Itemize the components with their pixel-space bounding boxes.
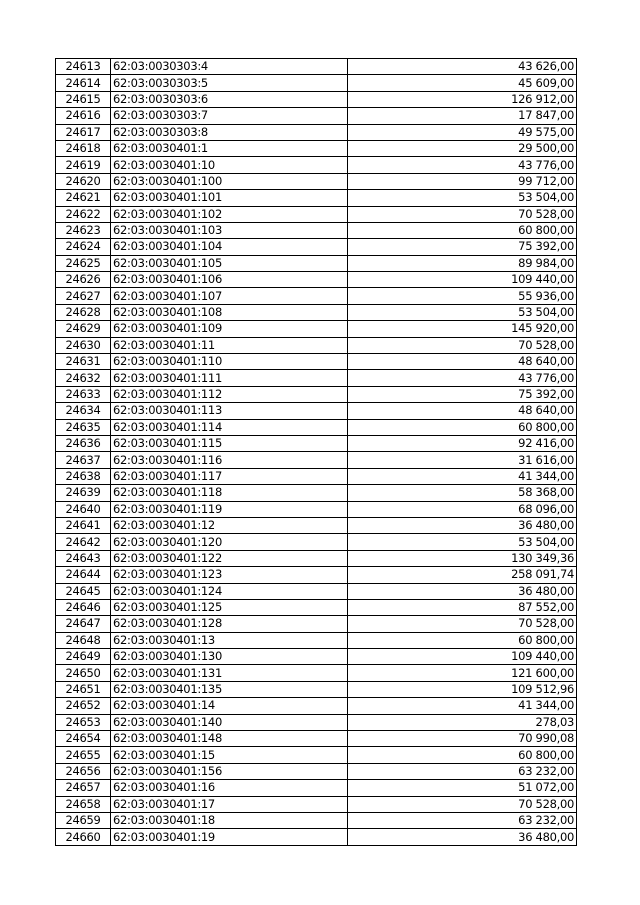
cadastral-number: 62:03:0030401:114 [111,419,348,435]
cadastral-value: 31 616,00 [348,452,577,468]
row-number: 24631 [56,354,111,370]
row-number: 24630 [56,337,111,353]
table-row [56,435,577,451]
cadastral-number: 62:03:0030401:115 [111,435,348,451]
cadastral-number: 62:03:0030401:112 [111,386,348,402]
table-row [56,190,577,206]
cadastral-number: 62:03:0030401:11 [111,337,348,353]
row-number: 24658 [56,796,111,812]
cadastral-number: 62:03:0030303:6 [111,91,348,107]
cadastral-value: 70 528,00 [348,616,577,632]
cadastral-number: 62:03:0030401:156 [111,763,348,779]
cadastral-number: 62:03:0030401:101 [111,190,348,206]
cadastral-value: 145 920,00 [348,321,577,337]
row-number: 24644 [56,567,111,583]
row-number: 24643 [56,550,111,566]
table-row [56,386,577,402]
cadastral-value: 53 504,00 [348,190,577,206]
cadastral-number: 62:03:0030401:123 [111,567,348,583]
table-row [56,108,577,124]
row-number: 24613 [56,59,111,75]
cadastral-number: 62:03:0030401:108 [111,304,348,320]
table-row [56,567,577,583]
cadastral-value: 63 232,00 [348,763,577,779]
cadastral-value: 17 847,00 [348,108,577,124]
cadastral-number: 62:03:0030401:10 [111,157,348,173]
cadastral-number: 62:03:0030401:102 [111,206,348,222]
row-number: 24621 [56,190,111,206]
cadastral-number: 62:03:0030401:120 [111,534,348,550]
cadastral-value: 70 528,00 [348,796,577,812]
cadastral-value: 68 096,00 [348,501,577,517]
row-number: 24655 [56,747,111,763]
table-row [56,763,577,779]
cadastral-value: 109 512,96 [348,681,577,697]
cadastral-value: 89 984,00 [348,255,577,271]
cadastral-value: 36 480,00 [348,583,577,599]
cadastral-number: 62:03:0030401:14 [111,698,348,714]
row-number: 24628 [56,304,111,320]
row-number: 24634 [56,403,111,419]
cadastral-value: 60 800,00 [348,632,577,648]
cadastral-number: 62:03:0030401:107 [111,288,348,304]
cadastral-number: 62:03:0030401:116 [111,452,348,468]
cadastral-number: 62:03:0030401:17 [111,796,348,812]
table-body [56,59,577,846]
cadastral-value: 109 440,00 [348,272,577,288]
row-number: 24636 [56,435,111,451]
cadastral-number: 62:03:0030401:135 [111,681,348,697]
cadastral-value: 49 575,00 [348,124,577,140]
cadastral-number: 62:03:0030303:8 [111,124,348,140]
table-row [56,304,577,320]
cadastral-value: 126 912,00 [348,91,577,107]
table-row [56,649,577,665]
cadastral-number: 62:03:0030303:5 [111,75,348,91]
cadastral-value: 36 480,00 [348,517,577,533]
table-row [56,59,577,75]
table-row [56,452,577,468]
row-number: 24642 [56,534,111,550]
cadastral-number: 62:03:0030401:19 [111,829,348,845]
table-row [56,337,577,353]
row-number: 24619 [56,157,111,173]
cadastral-number: 62:03:0030401:119 [111,501,348,517]
row-number: 24637 [56,452,111,468]
row-number: 24650 [56,665,111,681]
table-row [56,222,577,238]
cadastral-value: 70 528,00 [348,206,577,222]
cadastral-number: 62:03:0030303:7 [111,108,348,124]
cadastral-number: 62:03:0030303:4 [111,59,348,75]
cadastral-value: 29 500,00 [348,140,577,156]
row-number: 24632 [56,370,111,386]
cadastral-value: 75 392,00 [348,386,577,402]
table-row [56,829,577,845]
cadastral-value: 48 640,00 [348,354,577,370]
table-row [56,747,577,763]
row-number: 24651 [56,681,111,697]
table-row [56,698,577,714]
cadastral-number: 62:03:0030401:113 [111,403,348,419]
table-row [56,583,577,599]
table-row [56,140,577,156]
table-row [56,157,577,173]
cadastral-number: 62:03:0030401:125 [111,599,348,615]
table-row [56,681,577,697]
row-number: 24626 [56,272,111,288]
cadastral-value: 36 480,00 [348,829,577,845]
table-row [56,370,577,386]
table-row [56,534,577,550]
cadastral-number: 62:03:0030401:131 [111,665,348,681]
table-row [56,517,577,533]
cadastral-value: 130 349,36 [348,550,577,566]
cadastral-number: 62:03:0030401:140 [111,714,348,730]
cadastral-value: 99 712,00 [348,173,577,189]
cadastral-value: 58 368,00 [348,485,577,501]
cadastral-number: 62:03:0030401:106 [111,272,348,288]
row-number: 24615 [56,91,111,107]
cadastral-number: 62:03:0030401:105 [111,255,348,271]
cadastral-value: 41 344,00 [348,468,577,484]
row-number: 24633 [56,386,111,402]
cadastral-value: 51 072,00 [348,780,577,796]
cadastral-value: 48 640,00 [348,403,577,419]
cadastral-number: 62:03:0030401:16 [111,780,348,796]
table-row [56,288,577,304]
row-number: 24654 [56,731,111,747]
cadastral-number: 62:03:0030401:118 [111,485,348,501]
row-number: 24640 [56,501,111,517]
row-number: 24616 [56,108,111,124]
cadastral-value: 60 800,00 [348,222,577,238]
table-row [56,796,577,812]
cadastral-value: 109 440,00 [348,649,577,665]
table-row [56,616,577,632]
table-row [56,812,577,828]
table-row [56,419,577,435]
cadastral-value: 60 800,00 [348,747,577,763]
cadastral-value: 258 091,74 [348,567,577,583]
cadastral-value: 45 609,00 [348,75,577,91]
cadastral-number: 62:03:0030401:130 [111,649,348,665]
table-row [56,731,577,747]
cadastral-number: 62:03:0030401:117 [111,468,348,484]
row-number: 24659 [56,812,111,828]
row-number: 24657 [56,780,111,796]
table-row [56,485,577,501]
row-number: 24627 [56,288,111,304]
cadastral-number: 62:03:0030401:148 [111,731,348,747]
table-row [56,75,577,91]
cadastral-value: 43 626,00 [348,59,577,75]
cadastral-value: 70 990,08 [348,731,577,747]
row-number: 24653 [56,714,111,730]
cadastral-value: 75 392,00 [348,239,577,255]
row-number: 24625 [56,255,111,271]
table-row [56,468,577,484]
table-row [56,272,577,288]
table-row [56,780,577,796]
table-row [56,550,577,566]
table-row [56,665,577,681]
row-number: 24648 [56,632,111,648]
cadastral-value: 278,03 [348,714,577,730]
row-number: 24646 [56,599,111,615]
table-row [56,632,577,648]
cadastral-value: 43 776,00 [348,370,577,386]
row-number: 24641 [56,517,111,533]
table-row [56,403,577,419]
table-row [56,599,577,615]
row-number: 24618 [56,140,111,156]
cadastral-number: 62:03:0030401:128 [111,616,348,632]
cadastral-value: 55 936,00 [348,288,577,304]
row-number: 24638 [56,468,111,484]
row-number: 24645 [56,583,111,599]
table-row [56,714,577,730]
cadastral-number: 62:03:0030401:124 [111,583,348,599]
cadastral-value-table [55,58,577,846]
table-row [56,354,577,370]
table-row [56,124,577,140]
table-row [56,255,577,271]
cadastral-number: 62:03:0030401:122 [111,550,348,566]
cadastral-number: 62:03:0030401:103 [111,222,348,238]
cadastral-value: 87 552,00 [348,599,577,615]
cadastral-number: 62:03:0030401:104 [111,239,348,255]
cadastral-value: 53 504,00 [348,304,577,320]
table-row [56,239,577,255]
row-number: 24623 [56,222,111,238]
cadastral-number: 62:03:0030401:110 [111,354,348,370]
row-number: 24652 [56,698,111,714]
cadastral-value: 70 528,00 [348,337,577,353]
cadastral-value: 41 344,00 [348,698,577,714]
cadastral-number: 62:03:0030401:13 [111,632,348,648]
cadastral-value: 53 504,00 [348,534,577,550]
row-number: 24647 [56,616,111,632]
row-number: 24649 [56,649,111,665]
cadastral-number: 62:03:0030401:111 [111,370,348,386]
cadastral-number: 62:03:0030401:100 [111,173,348,189]
table-row [56,501,577,517]
row-number: 24614 [56,75,111,91]
cadastral-number: 62:03:0030401:1 [111,140,348,156]
row-number: 24617 [56,124,111,140]
table-row [56,206,577,222]
cadastral-value: 92 416,00 [348,435,577,451]
row-number: 24624 [56,239,111,255]
cadastral-value: 60 800,00 [348,419,577,435]
cadastral-number: 62:03:0030401:18 [111,812,348,828]
cadastral-number: 62:03:0030401:12 [111,517,348,533]
cadastral-value: 121 600,00 [348,665,577,681]
table-row [56,173,577,189]
cadastral-number: 62:03:0030401:15 [111,747,348,763]
table-row [56,91,577,107]
cadastral-number: 62:03:0030401:109 [111,321,348,337]
row-number: 24620 [56,173,111,189]
row-number: 24660 [56,829,111,845]
table-row [56,321,577,337]
row-number: 24635 [56,419,111,435]
row-number: 24622 [56,206,111,222]
row-number: 24629 [56,321,111,337]
cadastral-value: 43 776,00 [348,157,577,173]
cadastral-value: 63 232,00 [348,812,577,828]
row-number: 24639 [56,485,111,501]
row-number: 24656 [56,763,111,779]
